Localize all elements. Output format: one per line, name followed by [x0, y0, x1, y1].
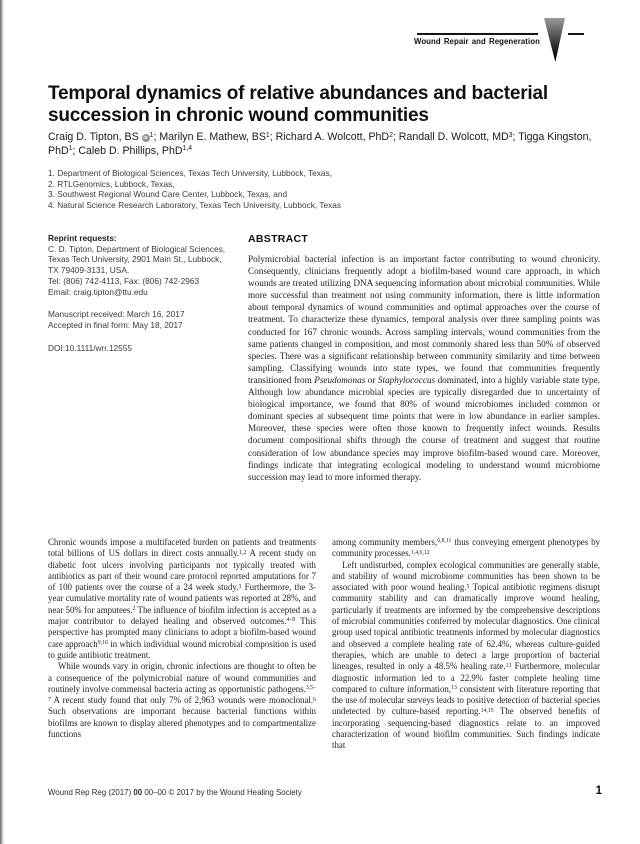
affiliation-item: 2. RTLGenomics, Lubbock, Texas,	[48, 178, 175, 189]
header-rule-right	[568, 33, 584, 35]
page-title: Temporal dynamics of relative abundances and bacterial succession in chronic wound communities	[48, 83, 548, 126]
header-rule-left	[417, 33, 538, 35]
abstract-section	[248, 233, 600, 483]
body-right-column	[332, 537, 600, 752]
manuscript-accepted: Accepted in final form: May 18, 2017	[48, 319, 183, 330]
scan-edge-shadow	[0, 0, 5, 844]
body-paragraph: Chronic wounds impose a multifaceted burden on patients and treatments total billions of US dollars in direct costs annually.$^{1,2}$ A recent study on diabetic foot ulcers involving participants not typically treated with antibiotics as part of their wound care protocol reported amputations for 7 of 100 patients over the course of a 24 week study.$^3$ Furthermore, the 3-year cumulative mortality rate of wound patients was reported at 28%, and near 50% for amputees.$^2$ The influence of biofilm infection is accepted as a major contributor to delayed healing and observed outcomes.$^{4-8}$ This perspective has prompted many clinicians to adopt a biofilm-based wound care approach$^{9,10}$ in which individual wound microbial composition is used to guide antibiotic treatment.	[48, 537, 317, 660]
reprint-email: Email: craig.tipton@ttu.edu	[48, 286, 148, 297]
journal-name: Wound Repair and Regeneration	[414, 37, 540, 46]
footer-citation: Wound Rep Reg (2017) 00 00–00 © 2017 by the Wound Healing Society	[48, 788, 302, 797]
affiliation-list	[48, 168, 602, 210]
abstract-text: Polymicrobial bacterial infection is an important factor contributing to wound chronicity. Consequently, clinicians frequently adopt a biofilm-based wound care approach, in which wounds are treated utilizing DNA sequencing information about microbial communities. While more successful than treatment not using community information, there is little information about temporal dynamics of wound communities and optimal approaches over the course of treatment. To characterize these dynamics, temporal analysis over three sampling points was conducted for 167 chronic wounds. Across sampling intervals, wound communities from the same patients changed in composition, and most commonly shared less than 50% of observed species. There was a significant relationship between community similarity and time between sampling. Classifying wounds into state types, we found that communities frequently transitioned from Pseudomonas or Staphylococcus dominated, into a highly variable state type. Although low abundance microbial species are typically disregarded due to uncertainty of biological importance, we found that 80% of wound microbiomes included common or dominant species at subsequent time points that were in low abundance in earlier samples. Moreover, these species were often those known to frequently infect wounds. Results document compositional shifts through the course of treatment and suggest that routine consideration of low abundance species may improve biofilm-based wound care. Moreover, findings indicate that integrating ecological modeling to understand wound microbiome succession may lead to more informed therapy.	[248, 254, 600, 482]
doi: DOI:10.1111/wrr.12555	[48, 342, 132, 353]
author-first: Craig D. Tipton, BS	[48, 131, 142, 143]
reprint-tel: Tel: (806) 742-4113, Fax: (806) 742-2963	[48, 275, 200, 286]
top-row	[48, 233, 600, 483]
body-paragraph: Left undisturbed, complex ecological communities are generally stable, and stability of wound microbiome communities has been shown to be associated with poor wound healing.$^5$ Topical antibiotic regimens disrupt community stability and can dramatically improve wound healing, particularly if treatments are informed by the comprehensive descriptions of microbial communities conferred by molecular diagnostics. One clinical group used topical antibiotic treatments informed by molecular diagnostics and observed a complete healing rate of 62.4%, whereas culture-guided therapies, which are unable to detect a large proportion of bacterial lineages, resulted in only a 48.5% healing rate.$^{13}$ Furthermore, molecular diagnostic information led to a 22.9% faster complete healing time compared to culture information,$^{13}$ consistent with literature reporting that the use of molecular surveys leads to positive detection of bacterial species undetected by culture-based reporting.$^{14,15}$ The observed benefits of incorporating sequencing-based diagnostics relate to an improved characterization of wound biofilm communities. Such findings indicate that	[332, 559, 600, 751]
author-rest: $^1$; Marilyn E. Mathew, $BS^1$; Richard A. Wolcott, PhD$^2$; Randall D. Wolcott, $MD^3$; Tigga Kingston, PhD$^1$; Caleb D. Phillips, PhD$^{1,4}$	[48, 131, 592, 157]
orcid-icon: iD	[143, 135, 148, 140]
reprint-label: Reprint requests:	[48, 233, 117, 243]
body-paragraph: among community members,$^{6,8,11}$ thus conveying emergent phenotypes by community processes.$^{1,4,6,12}$	[332, 537, 600, 559]
abstract-heading: ABSTRACT	[248, 233, 309, 245]
affiliation-item: 1. Department of Biological Sciences, Texas Tech University, Lubbock, Texas,	[48, 168, 332, 178]
page-footer	[48, 785, 602, 800]
affiliation-item: 4. Natural Science Research Laboratory, Texas Tech University, Lubbock, Texas	[48, 199, 341, 210]
affiliation-item: 3. Southwest Regional Wound Care Center, Lubbock, Texas, and	[48, 189, 288, 200]
author-line	[48, 131, 602, 158]
body-columns	[48, 537, 600, 752]
reprint-requests-block	[48, 233, 234, 483]
journal-logo-triangle-icon	[544, 18, 565, 62]
body-left-column	[48, 537, 316, 752]
manuscript-received: Manuscript received: March 16, 2017	[48, 309, 185, 320]
reprint-address: C. D. Tipton, Department of Biological Sciences, Texas Tech University, 2901 Main St., Lubbock, TX 79409-3131, USA.	[48, 243, 226, 276]
page-number: 1	[595, 785, 602, 797]
body-paragraph: While wounds vary in origin, chronic infections are thought to often be a consequence of the polymicrobial nature of wound communities and routinely involve commensal bacteria acting as opportunistic pathogens.$^{3,5-7}$ A recent study found that only 7% of 2,963 wounds were monoclonal.$^6$ Such observations are important because bacterial functions within biofilms are known to display altered phenotypes and to compartmentalize functions	[48, 661, 316, 740]
